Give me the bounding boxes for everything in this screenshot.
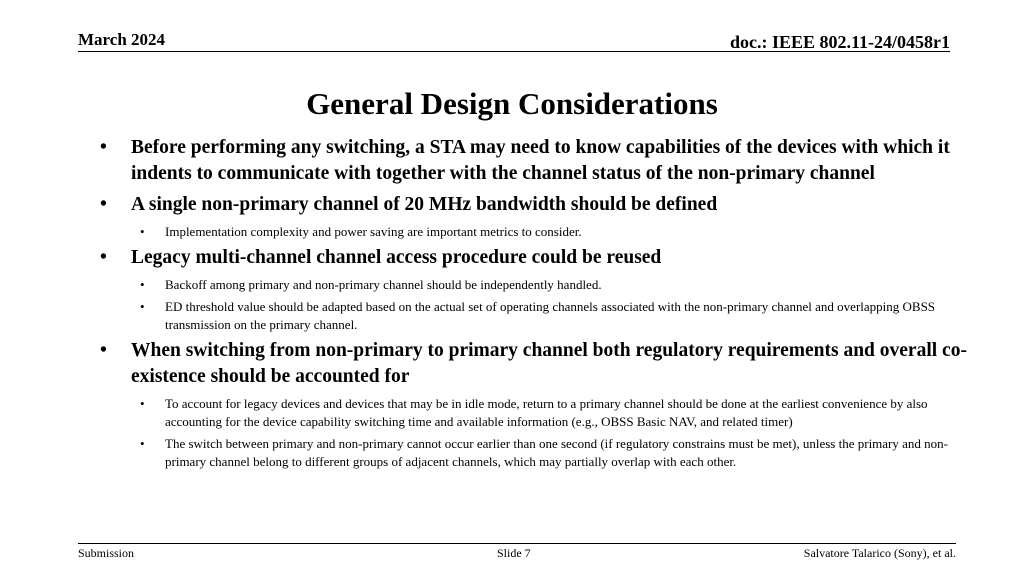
bullet-icon: • — [100, 340, 107, 361]
sub-bullet-icon: • — [140, 436, 145, 451]
bullet-text: Before performing any switching, a STA may need to know capabilities of the devices with which it indents to communicate with together with the channel status of the non-primary channel — [131, 137, 950, 184]
sub-bullet-text: Implementation complexity and power saving are important metrics to consider. — [165, 224, 582, 239]
header-divider — [78, 51, 950, 52]
bullet-icon: • — [100, 194, 107, 215]
bullet-item — [100, 245, 980, 271]
sub-bullet-icon: • — [140, 277, 145, 292]
bullet-text: When switching from non-primary to primary channel both regulatory requirements and overall co-existence should be accounted for — [131, 340, 967, 387]
bullet-item — [100, 338, 980, 390]
footer-divider — [78, 543, 956, 544]
sub-bullet-icon: • — [140, 224, 145, 239]
bullet-icon: • — [100, 247, 107, 268]
sub-bullet-text: The switch between primary and non-primary cannot occur earlier than one second (if regulatory constrains must be met), unless the primary and non-primary channel belong to different groups of adjacent channels, which may partially overlap with each other. — [165, 436, 948, 469]
bullet-item — [100, 192, 980, 218]
bullet-text: Legacy multi-channel channel access procedure could be reused — [131, 247, 662, 268]
header-doc-id: doc.: IEEE 802.11-24/0458r1 — [729, 32, 950, 52]
bullet-icon: • — [100, 137, 107, 158]
header-date: March 2024 — [78, 30, 166, 49]
sub-bullet-text: Backoff among primary and non-primary channel should be independently handled. — [165, 277, 602, 292]
footer-slide-number: Slide 7 — [497, 546, 531, 560]
bullet-text: A single non-primary channel of 20 MHz bandwidth should be defined — [131, 194, 718, 215]
sub-bullet-icon: • — [140, 396, 145, 411]
sub-bullet-item — [140, 435, 980, 471]
sub-bullet-item — [140, 395, 980, 431]
sub-bullet-item — [140, 276, 980, 294]
footer-submission: Submission — [78, 546, 135, 560]
sub-bullet-item — [140, 223, 980, 241]
slide-title: General Design Considerations — [306, 86, 718, 121]
slide-body — [100, 135, 980, 475]
sub-bullet-text: To account for legacy devices and devices that may be in idle mode, return to a primary channel should be done at the earliest convenience by also accounting for the device capability switching time and available information (e.g., OBSS Basic NAV, and related timer) — [165, 396, 928, 429]
sub-bullet-item — [140, 298, 980, 334]
footer-author: Salvatore Talarico (Sony), et al. — [803, 546, 956, 560]
sub-bullet-text: ED threshold value should be adapted based on the actual set of operating channels associated with the non-primary channel and overlapping OBSS transmission on the primary channel. — [165, 299, 936, 332]
bullet-item — [100, 135, 980, 187]
sub-bullet-icon: • — [140, 299, 145, 314]
